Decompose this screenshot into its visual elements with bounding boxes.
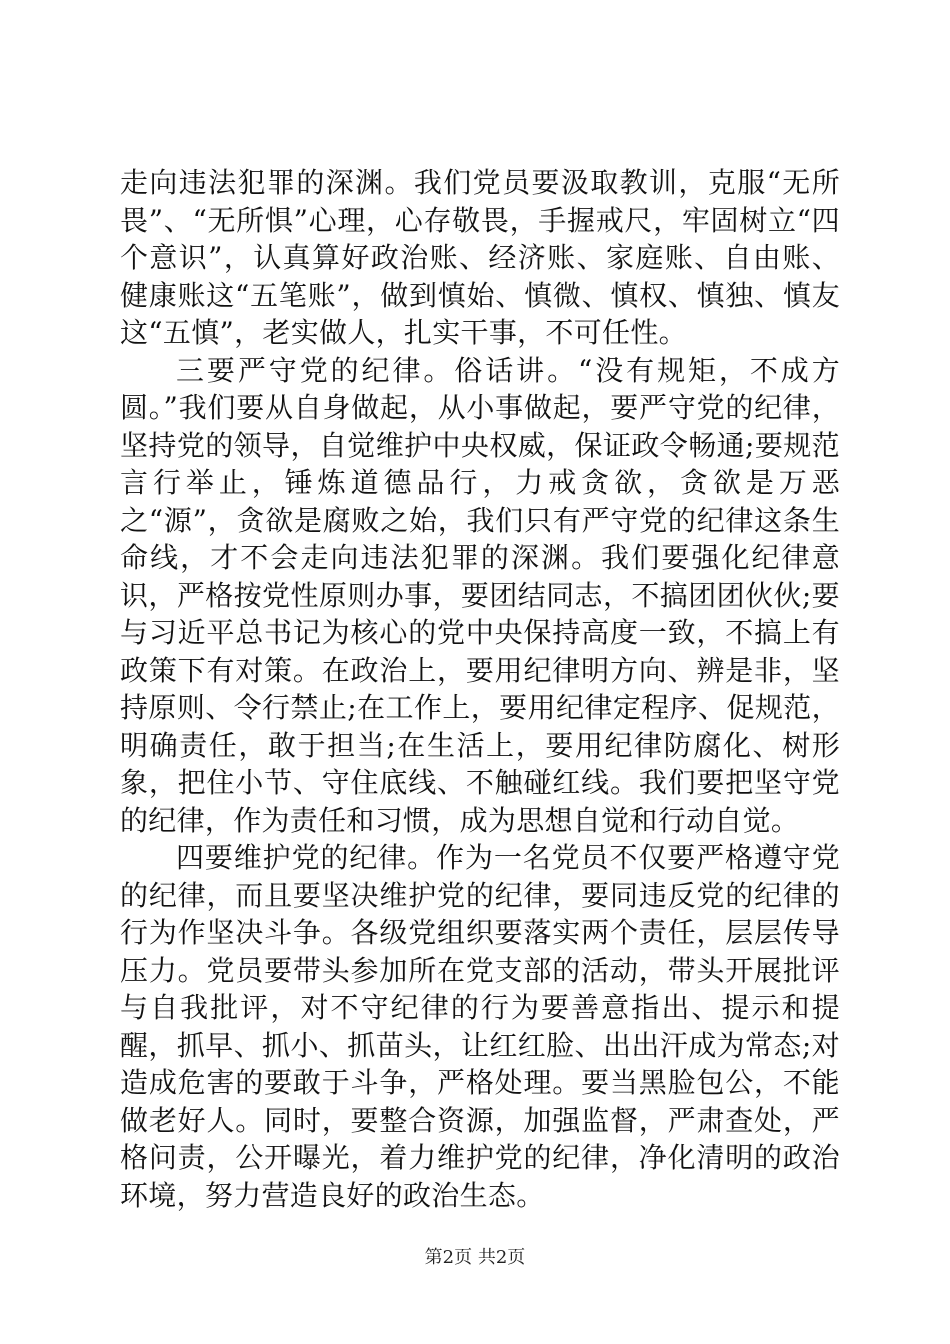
page-number-footer: 第2页 共2页 [424,1247,526,1268]
paragraph-four: 四要维护党的纪律。作为一名党员不仅要严格遵守党的纪律，而且要坚决维护党的纪律，要同违反党的纪律的行为作坚决斗争。各级党组织要落实两个责任，层层传导压力。党员要带头参加所在党支部的活动，带头开展批评与自我批评，对不守纪律的行为要善意指出、提示和提醒，抓早、抓小、抓苗头，让红红脸、出出汗成为常态;对造成危害的要敢于斗争，严格处理。要当黑脸包公，不能做老好人。同时，要整合资源，加强监督，严肃查处，严格问责，公开曝光，着力维护党的纪律，净化清明的政治环境，努力营造良好的政治生态。 [120,841,840,1212]
document-body [120,164,840,1214]
paragraph-three: 三要严守党的纪律。俗话讲。“没有规矩，不成方圆。”我们要从自身做起，从小事做起，要严守党的纪律，坚持党的领导，自觉维护中央权威，保证政令畅通;要规范言行举止，锤炼道德品行，力戒贪欲，贪欲是万恶之“源”，贪欲是腐败之始，我们只有严守党的纪律这条生命线，才不会走向违法犯罪的深渊。我们要强化纪律意识，严格按党性原则办事，要团结同志，不搞团团伙伙;要与习近平总书记为核心的党中央保持高度一致，不搞上有政策下有对策。在政治上，要用纪律明方向、辨是非，坚持原则、令行禁止;在工作上，要用纪律定程序、促规范，明确责任，敢于担当;在生活上，要用纪律防腐化、树形象，把住小节、守住底线、不触碰红线。我们要把坚守党的纪律，作为责任和习惯，成为思想自觉和行动自觉。 [120,353,840,837]
paragraph-continuation: 走向违法犯罪的深渊。我们党员要汲取教训，克服“无所畏”、“无所惧”心理，心存敬畏，手握戒尺，牢固树立“四个意识”，认真算好政治账、经济账、家庭账、自由账、健康账这“五笔账”，做到慎始、慎微、慎权、慎独、慎友这“五慎”，老实做人，扎实干事，不可任性。 [120,166,840,349]
